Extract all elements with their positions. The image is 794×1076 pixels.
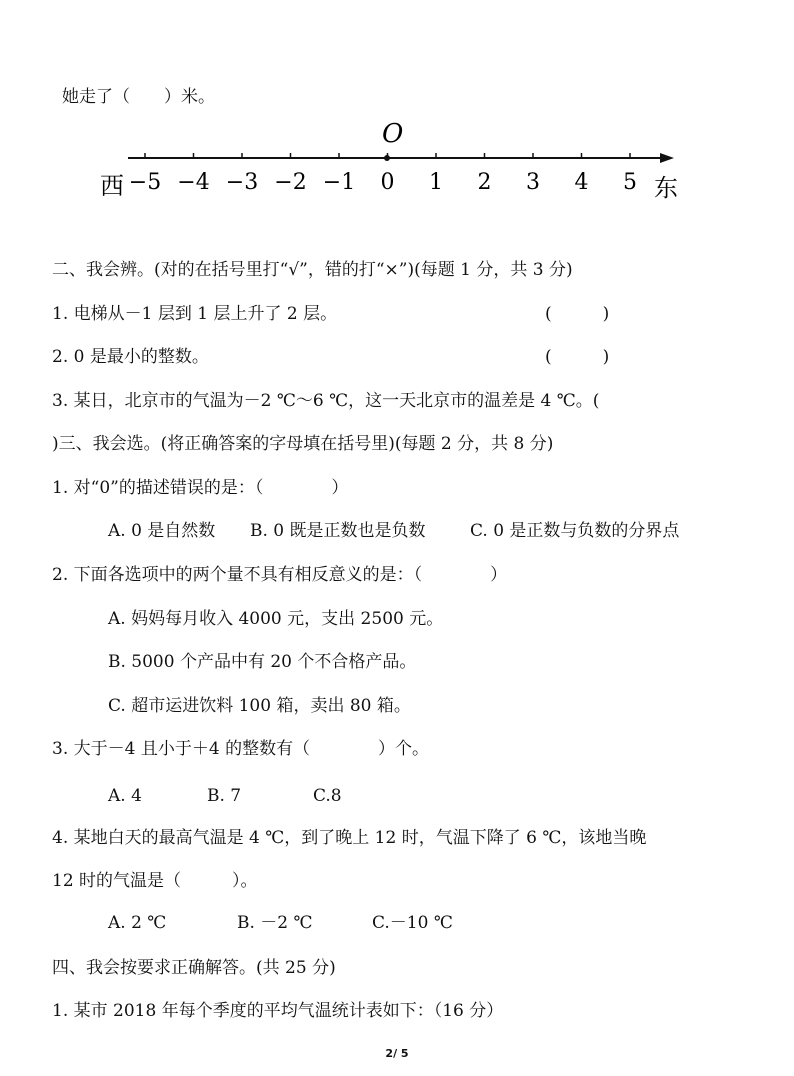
- q4-text-line1: 4. 某地白天的最高气温是 4 ℃，到了晚上 12 时，气温下降了 6 ℃，该地当晚: [52, 828, 647, 848]
- q4-text-line2: 12 时的气温是（ ）。: [52, 871, 258, 891]
- tick-label: −1: [322, 170, 356, 195]
- tick-label: −4: [177, 170, 210, 195]
- q2-option-b: B. 5000 个产品中有 20 个不合格产品。: [108, 652, 417, 672]
- tick-label: −3: [225, 170, 259, 195]
- tick-label: 2: [477, 170, 492, 195]
- section2-item-3: 3. 某日，北京市的气温为－2 ℃～6 ℃，这一天北京市的温差是 4 ℃。(: [52, 391, 600, 411]
- q3-option-b: B. 7: [207, 786, 242, 806]
- q2-option-c: C. 超市运进饮料 100 箱，卖出 80 箱。: [108, 696, 411, 716]
- tick-label: 1: [429, 170, 443, 195]
- q3-text: 3. 大于－4 且小于＋4 的整数有（ ）个。: [52, 739, 430, 759]
- tick-label: 5: [623, 170, 637, 195]
- number-line: [0, 110, 794, 330]
- tick-label: 3: [526, 170, 540, 195]
- answer-paren-1[interactable]: ( ): [545, 304, 610, 324]
- section3-heading: )三、我会选。(将正确答案的字母填在括号里)(每题 2 分，共 8 分): [52, 434, 554, 454]
- section4-heading: 四、我会按要求正确解答。(共 25 分): [52, 958, 336, 978]
- q4-option-a: A. 2 ℃: [108, 913, 167, 933]
- section2-heading: 二、我会辨。(对的在括号里打“√”，错的打“×”)(每题 1 分，共 3 分): [52, 260, 573, 280]
- section2-item-2: 2. 0 是最小的整数。: [52, 347, 209, 367]
- axis-arrow: [660, 153, 674, 163]
- q1-option-a: A. 0 是自然数: [108, 521, 216, 541]
- q2-option-a: A. 妈妈每月收入 4000 元，支出 2500 元。: [108, 609, 444, 629]
- tick-label: −5: [128, 170, 162, 195]
- intro-line: 她走了（ ）米。: [62, 87, 215, 107]
- q3-option-a: A. 4: [108, 786, 142, 806]
- tick-label: 0: [380, 170, 395, 195]
- section4-q1: 1. 某市 2018 年每个季度的平均气温统计表如下：（16 分）: [52, 1001, 504, 1021]
- q4-option-c: C.－10 ℃: [372, 913, 453, 933]
- tick-label: −2: [274, 170, 307, 195]
- q1-option-c: C. 0 是正数与负数的分界点: [470, 521, 680, 541]
- west-label: 西: [100, 172, 124, 200]
- origin-label: O: [382, 119, 404, 149]
- answer-paren-2[interactable]: ( ): [545, 347, 610, 367]
- tick-label: 4: [574, 170, 589, 195]
- q3-option-c: C.8: [313, 786, 342, 806]
- q1-option-b: B. 0 既是正数也是负数: [250, 521, 426, 541]
- east-label: 东: [654, 174, 678, 202]
- page-number: 2/ 5: [385, 1047, 409, 1060]
- q1-text: 1. 对“0”的描述错误的是：（ ）: [52, 478, 349, 498]
- q4-option-b: B. －2 ℃: [237, 913, 313, 933]
- section2-item-1: 1. 电梯从－1 层到 1 层上升了 2 层。: [52, 304, 338, 324]
- q2-text: 2. 下面各选项中的两个量不具有相反意义的是：（ ）: [52, 565, 508, 585]
